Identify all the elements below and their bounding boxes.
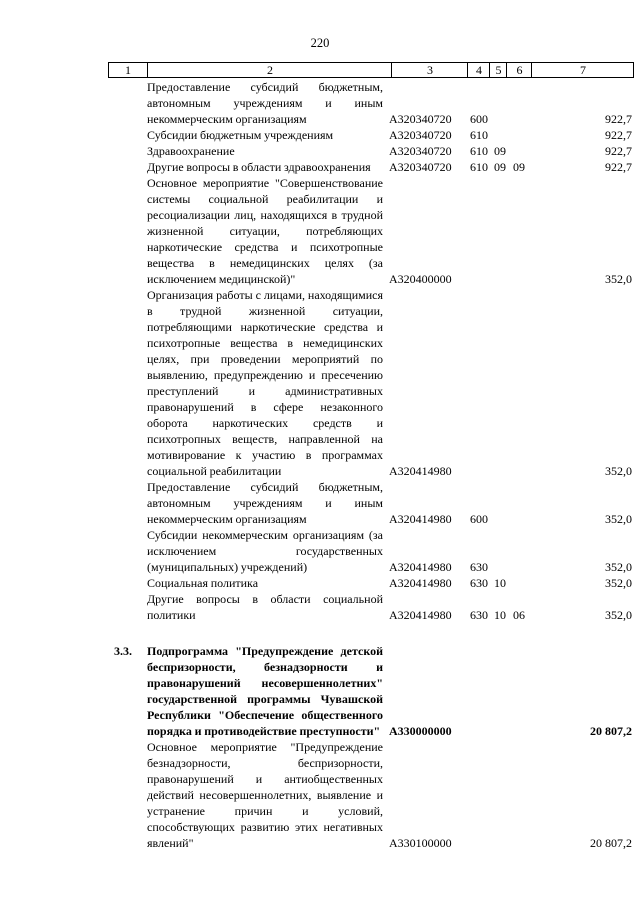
table-header xyxy=(108,62,634,78)
row-name: Организация работы с лицами, находящимися в трудной жизненной ситуации, потребляющими наркотические средства и психотропные вещества в немедицинских целях, при проведении мероприятий по выявлению, предупреждению и пресечению преступлений и административных правонарушений в сфере незаконного оборота наркотических средств и психотропных веществ, направленной на мотивирование к участию в программах социальной реабилитации xyxy=(147,288,383,478)
row-name: Субсидии бюджетным учреждениям xyxy=(147,128,334,142)
row-name: Здравоохранение xyxy=(147,144,235,158)
table-row xyxy=(0,527,640,575)
row-vr: 600 xyxy=(470,512,488,526)
table-row xyxy=(0,79,640,127)
header-col-4: 4 xyxy=(467,63,490,77)
row-name: Другие вопросы в области социальной политики xyxy=(147,592,383,622)
row-code: А330100000 xyxy=(389,836,452,850)
row-vr: 630 xyxy=(470,608,488,622)
row-code: А320400000 xyxy=(389,272,452,286)
row-sum: 922,7 xyxy=(605,160,632,174)
row-vr: 630 xyxy=(470,560,488,574)
table-row xyxy=(0,175,640,287)
row-prz: 09 xyxy=(513,160,525,174)
row-sum: 352,0 xyxy=(605,464,632,478)
row-sum: 20 807,2 xyxy=(590,724,632,738)
header-col-5: 5 xyxy=(489,63,507,77)
header-col-3: 3 xyxy=(391,63,468,77)
row-code: А320340720 xyxy=(389,144,452,158)
table-row xyxy=(0,479,640,527)
row-code: А320340720 xyxy=(389,112,452,126)
row-rz: 09 xyxy=(494,160,506,174)
header-col-2: 2 xyxy=(147,63,392,77)
row-sum: 352,0 xyxy=(605,512,632,526)
table-row xyxy=(0,287,640,479)
row-name: Подпрограмма "Предупреждение детской беспризорности, безнадзорности и правонарушений несовершеннолетних" государственной программы Чувашской Республики "Обеспечение общественного порядка и противодействие преступности" xyxy=(147,644,383,738)
row-vr: 610 xyxy=(470,128,488,142)
row-sum: 922,7 xyxy=(605,112,632,126)
table-row xyxy=(0,143,640,159)
page-number: 220 xyxy=(310,36,330,50)
row-vr: 610 xyxy=(470,160,488,174)
table-body xyxy=(0,79,640,851)
row-sum: 352,0 xyxy=(605,576,632,590)
row-name: Предоставление субсидий бюджетным, автономным учреждениям и иным некоммерческим организациям xyxy=(147,80,383,126)
row-name: Субсидии некоммерческим организациям (за исключением государственных (муниципальных) учреждений) xyxy=(147,528,383,574)
table-row xyxy=(0,127,640,143)
row-sum: 352,0 xyxy=(605,608,632,622)
row-code: А320340720 xyxy=(389,128,452,142)
table-row xyxy=(0,575,640,591)
table-row xyxy=(0,643,640,739)
row-code: А320414980 xyxy=(389,512,452,526)
row-sum: 20 807,2 xyxy=(590,836,632,850)
table-row xyxy=(0,159,640,175)
table-row xyxy=(0,591,640,623)
row-code: А320340720 xyxy=(389,160,452,174)
row-rz: 10 xyxy=(494,608,506,622)
row-name: Основное мероприятие "Предупреждение безнадзорности, беспризорности, правонарушений и антиобщественных действий несовершеннолетних, выявление и устранение причин и условий, способствующих развитию этих негативных явлений" xyxy=(147,740,383,850)
header-col-6: 6 xyxy=(506,63,532,77)
row-vr: 630 xyxy=(470,576,488,590)
row-sum: 352,0 xyxy=(605,560,632,574)
row-vr: 600 xyxy=(470,112,488,126)
row-vr: 610 xyxy=(470,144,488,158)
row-sum: 352,0 xyxy=(605,272,632,286)
row-spacer xyxy=(0,623,640,643)
table-row xyxy=(0,739,640,851)
row-code: А320414980 xyxy=(389,608,452,622)
row-code: А320414980 xyxy=(389,576,452,590)
row-name: Предоставление субсидий бюджетным, автономным учреждениям и иным некоммерческим организациям xyxy=(147,480,383,526)
row-rz: 10 xyxy=(494,576,506,590)
row-code: А330000000 xyxy=(389,724,452,738)
header-col-7: 7 xyxy=(531,63,634,77)
row-sum: 922,7 xyxy=(605,128,632,142)
row-number: 3.3. xyxy=(114,644,132,658)
header-col-1: 1 xyxy=(125,63,131,77)
row-name: Основное мероприятие "Совершенствование системы социальной реабилитации и ресоциализации лиц, находящихся в трудной жизненной ситуации, потребляющих наркотические средства и психотропные вещества в немедицинских целях (за исключением медицинской)" xyxy=(147,176,383,286)
row-name: Социальная политика xyxy=(147,576,259,590)
row-rz: 09 xyxy=(494,144,506,158)
row-code: А320414980 xyxy=(389,464,452,478)
row-name: Другие вопросы в области здравоохранения xyxy=(147,160,371,174)
row-sum: 922,7 xyxy=(605,144,632,158)
row-code: А320414980 xyxy=(389,560,452,574)
row-prz: 06 xyxy=(513,608,525,622)
